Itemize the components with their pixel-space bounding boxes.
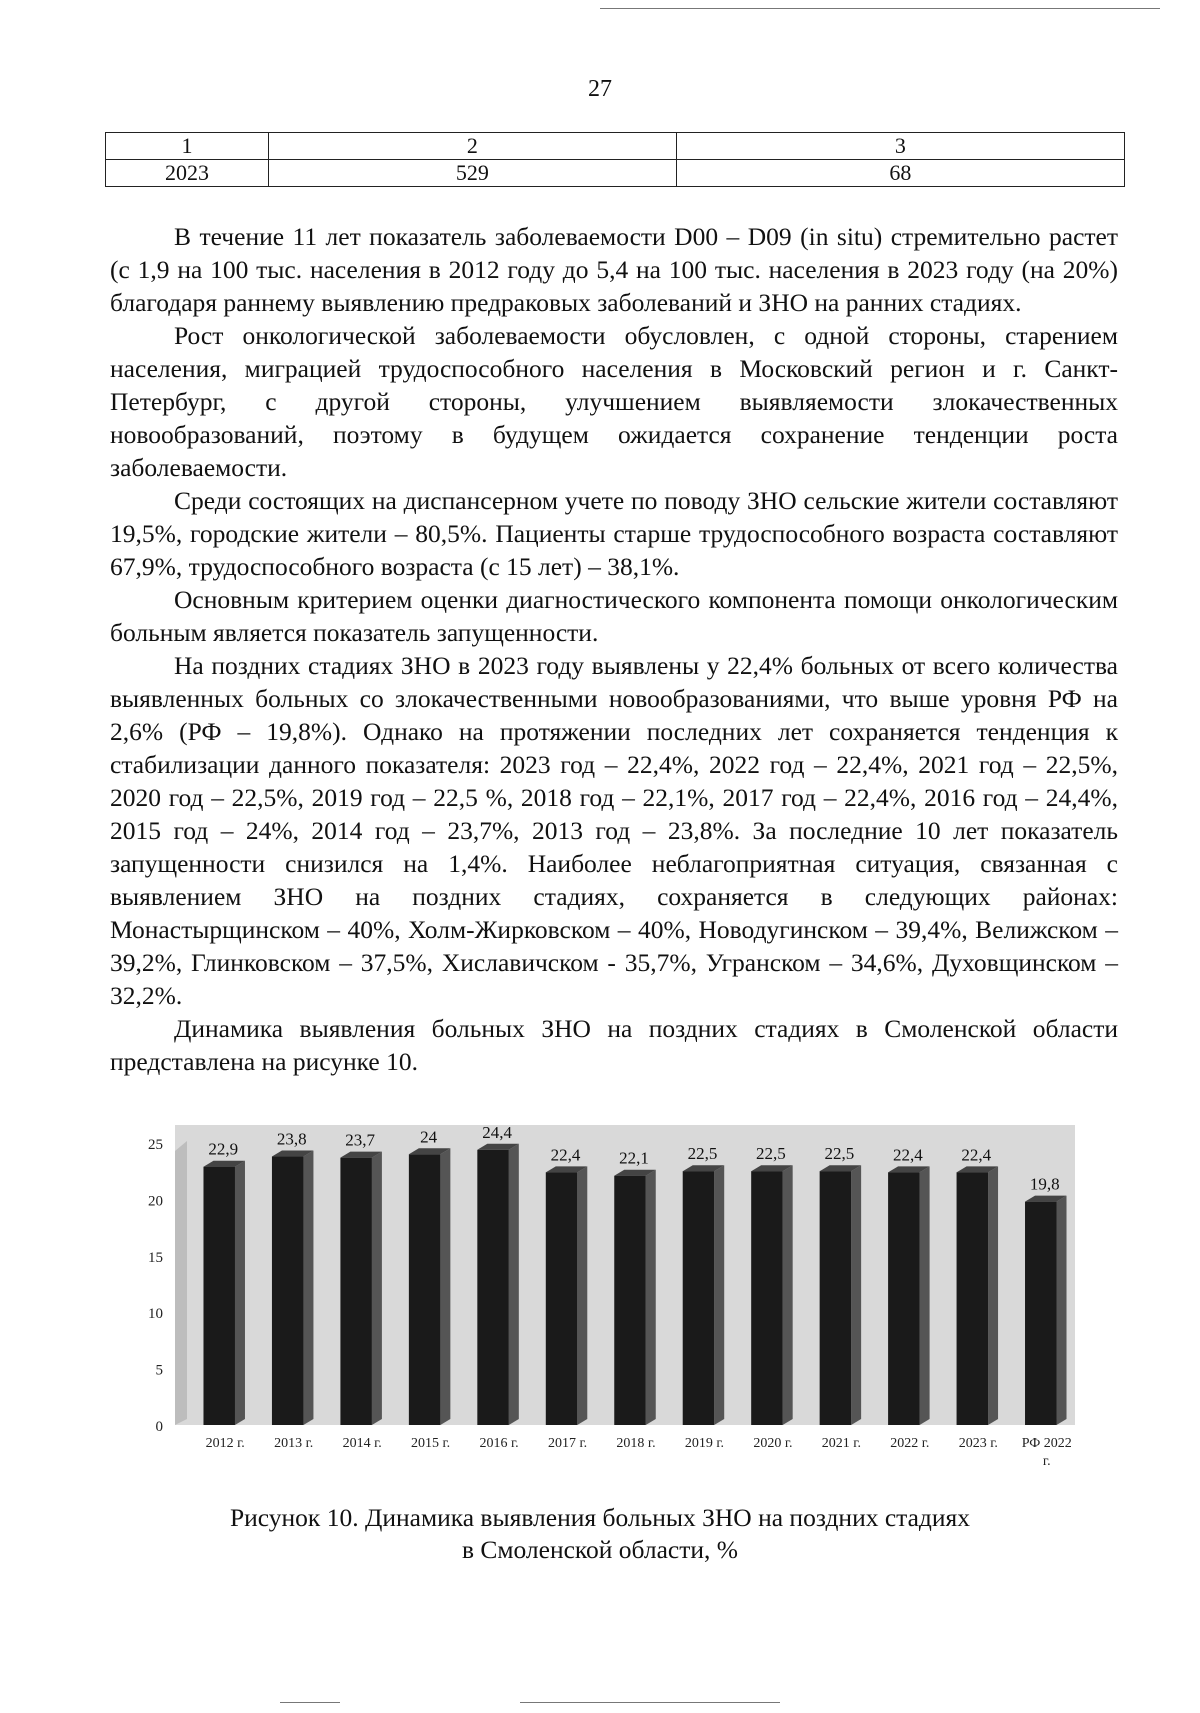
figure-caption bbox=[0, 1502, 1200, 1566]
data-label: 23,8 bbox=[276, 1129, 307, 1149]
bar bbox=[957, 1172, 988, 1425]
bar bbox=[272, 1157, 303, 1425]
y-tick-label: 15 bbox=[148, 1249, 163, 1266]
bar bbox=[888, 1172, 919, 1425]
data-label: 22,9 bbox=[208, 1139, 239, 1159]
data-label: 22,1 bbox=[619, 1148, 649, 1168]
bar bbox=[340, 1158, 371, 1425]
bar-side bbox=[646, 1170, 656, 1425]
chart-side-wall bbox=[175, 1141, 187, 1425]
bar bbox=[1025, 1202, 1056, 1425]
paragraph: Динамика выявления больных ЗНО на поздних стадиях в Смоленской области представлена на рисунке 10. bbox=[110, 1014, 1118, 1076]
x-tick-label: РФ 2022 bbox=[1021, 1436, 1072, 1451]
bar-side bbox=[714, 1165, 724, 1425]
x-tick-label: 2012 г. bbox=[205, 1436, 245, 1451]
x-tick-label: 2018 г. bbox=[616, 1436, 656, 1451]
page-number: 27 bbox=[588, 76, 612, 102]
bar-side bbox=[783, 1165, 793, 1425]
paragraph: В течение 11 лет показатель заболеваемости D00 – D09 (in situ) стремительно растет (с 1,9 на 100 тыс. населения в 2012 году до 5,4 на 100 тыс. населения в 2023 году (на 20%) благодаря раннему выявлению предраковых заболеваний и ЗНО на ранних стадиях. bbox=[110, 222, 1118, 317]
y-tick-label: 0 bbox=[155, 1419, 163, 1435]
y-tick-label: 25 bbox=[148, 1137, 163, 1153]
data-label: 24,4 bbox=[482, 1122, 512, 1142]
bar bbox=[203, 1167, 234, 1425]
paragraph: На поздних стадиях ЗНО в 2023 году выявлены у 22,4% больных от всего количества выявленных больных со злокачественными новообразованиями, что выше уровня РФ на 2,6% (РФ – 19,8%). Однако на протяжении последних лет сохраняется тенденция к стабилизации данного показателя: 2023 год – 22,4%, 2022 год – 22,4%, 2021 год – 22,5%, 2020 год – 22,5%, 2019 год – 22,5 %, 2018 год – 22,1%, 2017 год – 22,4%, 2016 год – 24,4%, 2015 год – 24%, 2014 год – 23,7%, 2013 год – 23,8%. За последние 10 лет показатель запущенности снизился на 1,4%. Наиболее неблагоприятная ситуация, связанная с выявлением ЗНО на поздних стадиях, сохраняется в следующих районах: Монастырщинском – 40%, Холм-Жирковском – 40%, Новодугинском – 39,4%, Велижском – 39,2%, Глинковском – 37,5%, Хиславичском - 35,7%, Угранском – 34,6%, Духовщинском – 32,2%. bbox=[110, 651, 1118, 1010]
data-label: 22,5 bbox=[824, 1144, 855, 1164]
data-table bbox=[105, 132, 1125, 187]
x-tick-label: 2015 г. bbox=[411, 1436, 451, 1451]
table-cell: 3 bbox=[676, 133, 1124, 160]
data-label: 22,4 bbox=[961, 1145, 992, 1165]
scan-artifact-line bbox=[520, 1702, 780, 1703]
caption-line: Рисунок 10. Динамика выявления больных ЗНО на поздних стадиях bbox=[229, 1503, 971, 1532]
bar-side bbox=[988, 1166, 998, 1425]
bar-side bbox=[440, 1148, 450, 1425]
data-label: 19,8 bbox=[1029, 1174, 1060, 1194]
bar bbox=[751, 1171, 782, 1425]
data-label: 22,4 bbox=[550, 1145, 581, 1165]
data-label: 22,5 bbox=[687, 1144, 718, 1164]
x-tick-label: 2023 г. bbox=[958, 1436, 998, 1451]
bar-side bbox=[1057, 1196, 1067, 1425]
bar-side bbox=[235, 1161, 245, 1425]
x-tick-label: 2021 г. bbox=[821, 1436, 861, 1451]
bar bbox=[683, 1171, 714, 1425]
bar-side bbox=[509, 1144, 519, 1425]
bar bbox=[409, 1154, 440, 1425]
paragraph: Рост онкологической заболеваемости обусловлен, с одной стороны, старением населения, миграцией трудоспособного населения в Московский регион и г. Санкт-Петербург, с другой стороны, улучшением выявляемости злокачественных новообразований, поэтому в будущем ожидается сохранение тенденции роста заболеваемости. bbox=[110, 321, 1118, 482]
table-row bbox=[106, 160, 1125, 187]
bar bbox=[477, 1150, 508, 1425]
data-label: 22,4 bbox=[892, 1145, 923, 1165]
y-tick-label: 20 bbox=[148, 1193, 163, 1210]
table-cell: 2 bbox=[269, 133, 677, 160]
table-cell: 2023 bbox=[106, 160, 269, 187]
bar bbox=[820, 1171, 851, 1425]
data-label: 24 bbox=[420, 1127, 438, 1147]
y-tick-label: 5 bbox=[155, 1362, 163, 1379]
table-cell: 68 bbox=[676, 160, 1124, 187]
bar-side bbox=[851, 1165, 861, 1425]
bar bbox=[546, 1172, 577, 1425]
bar-side bbox=[920, 1166, 930, 1425]
bar-chart-svg bbox=[130, 1115, 1090, 1475]
scan-artifact-line bbox=[280, 1702, 340, 1703]
x-tick-label: 2016 г. bbox=[479, 1436, 519, 1451]
caption-line: в Смоленской области, % bbox=[461, 1535, 739, 1564]
paragraph: Среди состоящих на диспансерном учете по поводу ЗНО сельские жители составляют 19,5%, городские жители – 80,5%. Пациенты старше трудоспособного возраста составляют 67,9%, трудоспособного возраста (с 15 лет) – 38,1%. bbox=[110, 486, 1118, 581]
scan-artifact-line bbox=[600, 8, 1160, 9]
data-label: 23,7 bbox=[345, 1130, 376, 1150]
body-text bbox=[110, 220, 1118, 1078]
x-tick-label: 2020 г. bbox=[753, 1436, 793, 1451]
table-header-row bbox=[106, 133, 1125, 160]
x-tick-label: 2013 г. bbox=[274, 1436, 314, 1451]
table-cell: 529 bbox=[269, 160, 677, 187]
bar bbox=[614, 1176, 645, 1425]
x-tick-label: 2014 г. bbox=[342, 1436, 382, 1451]
bar-side bbox=[577, 1166, 587, 1425]
x-tick-label: 2019 г. bbox=[684, 1436, 725, 1451]
x-tick-label: г. bbox=[1042, 1454, 1051, 1469]
table-cell: 1 bbox=[106, 133, 269, 160]
paragraph: Основным критерием оценки диагностического компонента помощи онкологическим больным является показатель запущенности. bbox=[110, 585, 1118, 647]
bar-side bbox=[303, 1151, 313, 1425]
data-label: 22,5 bbox=[756, 1144, 786, 1164]
bar-chart bbox=[130, 1115, 1090, 1475]
y-tick-label: 10 bbox=[148, 1306, 163, 1323]
x-tick-label: 2017 г. bbox=[547, 1436, 588, 1451]
x-tick-label: 2022 г. bbox=[890, 1436, 930, 1451]
bar-side bbox=[372, 1152, 382, 1425]
